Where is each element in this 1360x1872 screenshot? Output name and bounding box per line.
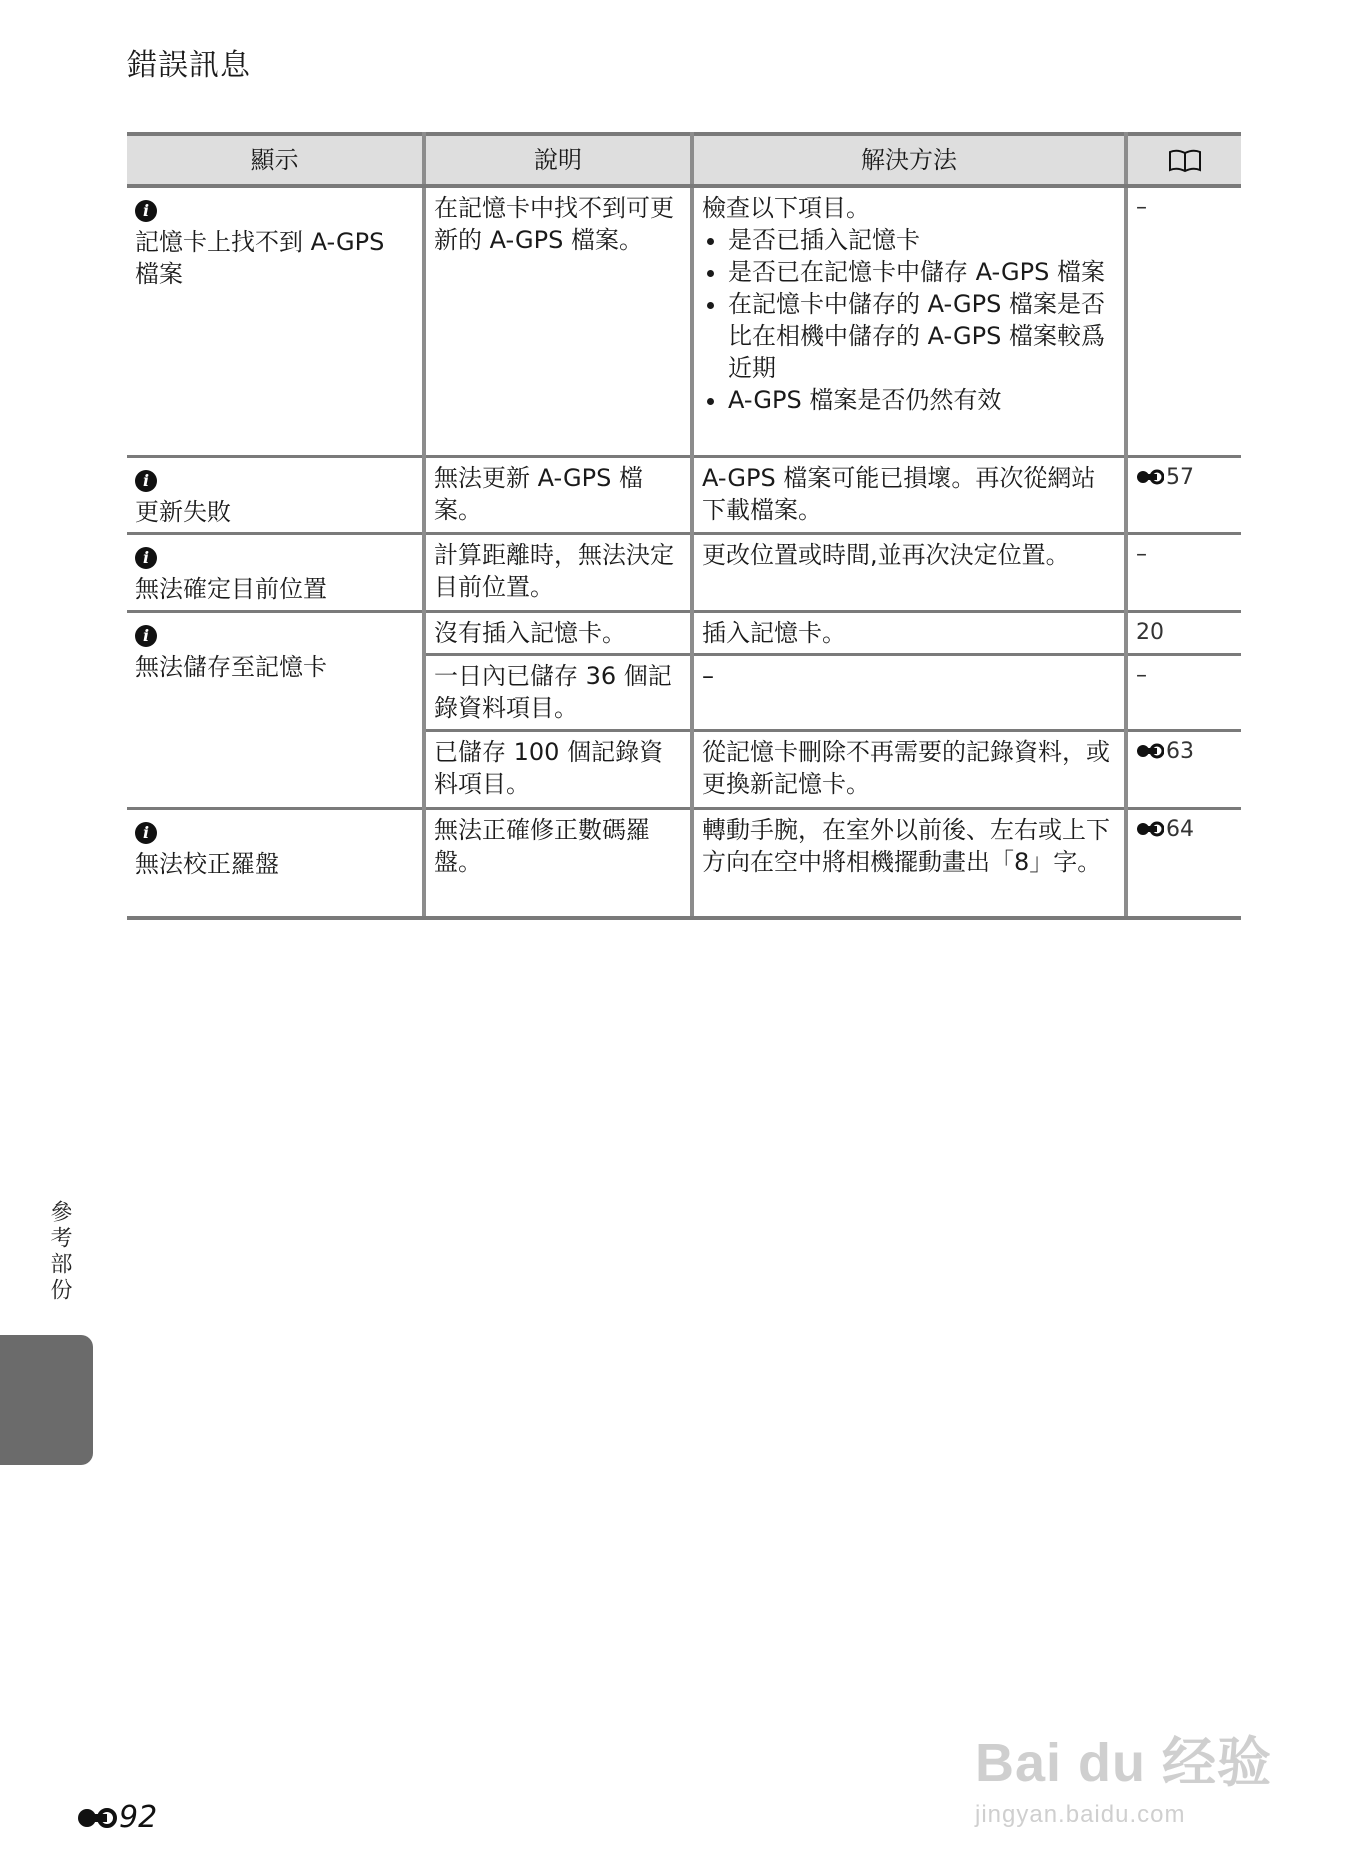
warning-icon: i (135, 625, 157, 647)
display-text: 記憶卡上找不到 A-GPS 檔案 (135, 228, 385, 288)
reference-cell: – (1126, 654, 1241, 730)
solution-cell: – (692, 654, 1126, 730)
table-row (127, 533, 1241, 611)
page-number (77, 1800, 157, 1835)
reference-section-icon (1136, 742, 1164, 760)
description-cell: 沒有插入記憶卡。 (424, 611, 692, 654)
solution-list (702, 224, 1116, 416)
list-item: • 在記憶卡中儲存的 A-GPS 檔案是否比在相機中儲存的 A-GPS 檔案較爲近期 (728, 288, 1116, 384)
page-number-text: 92 (119, 1800, 158, 1835)
list-item: • 是否已插入記憶卡 (728, 224, 1116, 256)
header-display: 顯示 (127, 134, 424, 186)
display-text: 無法儲存至記憶卡 (135, 652, 327, 681)
display-cell (127, 186, 424, 456)
display-cell (127, 456, 424, 533)
description-cell: 一日內已儲存 36 個記錄資料項目。 (424, 654, 692, 730)
table-row (127, 456, 1241, 533)
side-section-label: 參考部份 (47, 1200, 72, 1304)
display-cell (127, 533, 424, 611)
solution-cell: 更改位置或時間,並再次決定位置。 (692, 533, 1126, 611)
description-cell: 無法正確修正數碼羅盤。 (424, 808, 692, 918)
header-solution: 解決方法 (692, 134, 1126, 186)
table-header-row (127, 134, 1241, 186)
warning-icon: i (135, 200, 157, 222)
reference-section-icon (1136, 468, 1164, 486)
table-row (127, 611, 1241, 654)
reference-section-icon (77, 1806, 117, 1830)
solution-cell (692, 186, 1126, 456)
reference-cell (1126, 456, 1241, 533)
reference-page: 63 (1166, 738, 1194, 764)
description-cell: 計算距離時，無法決定目前位置。 (424, 533, 692, 611)
reference-page: 57 (1166, 464, 1194, 490)
solution-intro: 檢查以下項目。 (702, 194, 870, 222)
warning-icon: i (135, 470, 157, 492)
header-description: 說明 (424, 134, 692, 186)
book-icon (1168, 149, 1202, 173)
watermark (975, 1720, 1272, 1829)
warning-icon: i (135, 547, 157, 569)
display-text: 無法確定目前位置 (135, 574, 327, 603)
watermark-url: jingyan.baidu.com (975, 1801, 1186, 1828)
display-text: 更新失敗 (135, 497, 231, 526)
list-item: • 是否已在記憶卡中儲存 A-GPS 檔案 (728, 256, 1116, 288)
reference-cell: 20 (1126, 611, 1241, 654)
reference-cell: – (1126, 533, 1241, 611)
side-section-tab (0, 1335, 93, 1465)
error-message-table (127, 132, 1241, 920)
solution-cell: 轉動手腕，在室外以前後、左右或上下方向在空中將相機擺動畫出「8」字。 (692, 808, 1126, 918)
warning-icon: i (135, 822, 157, 844)
table-row (127, 186, 1241, 456)
description-cell: 無法更新 A-GPS 檔案。 (424, 456, 692, 533)
solution-cell: 從記憶卡刪除不再需要的記錄資料，或更換新記憶卡。 (692, 730, 1126, 808)
page-title: 錯誤訊息 (127, 48, 251, 83)
reference-cell: – (1126, 186, 1241, 456)
list-item: • A-GPS 檔案是否仍然有效 (728, 384, 1116, 416)
reference-page: 64 (1166, 816, 1194, 842)
watermark-brand: Bai du 经验 (975, 1733, 1273, 1793)
description-cell: 在記憶卡中找不到可更新的 A-GPS 檔案。 (424, 186, 692, 456)
solution-cell: 插入記憶卡。 (692, 611, 1126, 654)
description-cell: 已儲存 100 個記錄資料項目。 (424, 730, 692, 808)
display-cell (127, 808, 424, 918)
display-cell (127, 611, 424, 808)
reference-cell (1126, 730, 1241, 808)
solution-cell: A-GPS 檔案可能已損壞。再次從網站下載檔案。 (692, 456, 1126, 533)
reference-cell (1126, 808, 1241, 918)
table-row (127, 808, 1241, 918)
header-reference (1126, 134, 1241, 186)
reference-section-icon (1136, 820, 1164, 838)
display-text: 無法校正羅盤 (135, 849, 279, 878)
